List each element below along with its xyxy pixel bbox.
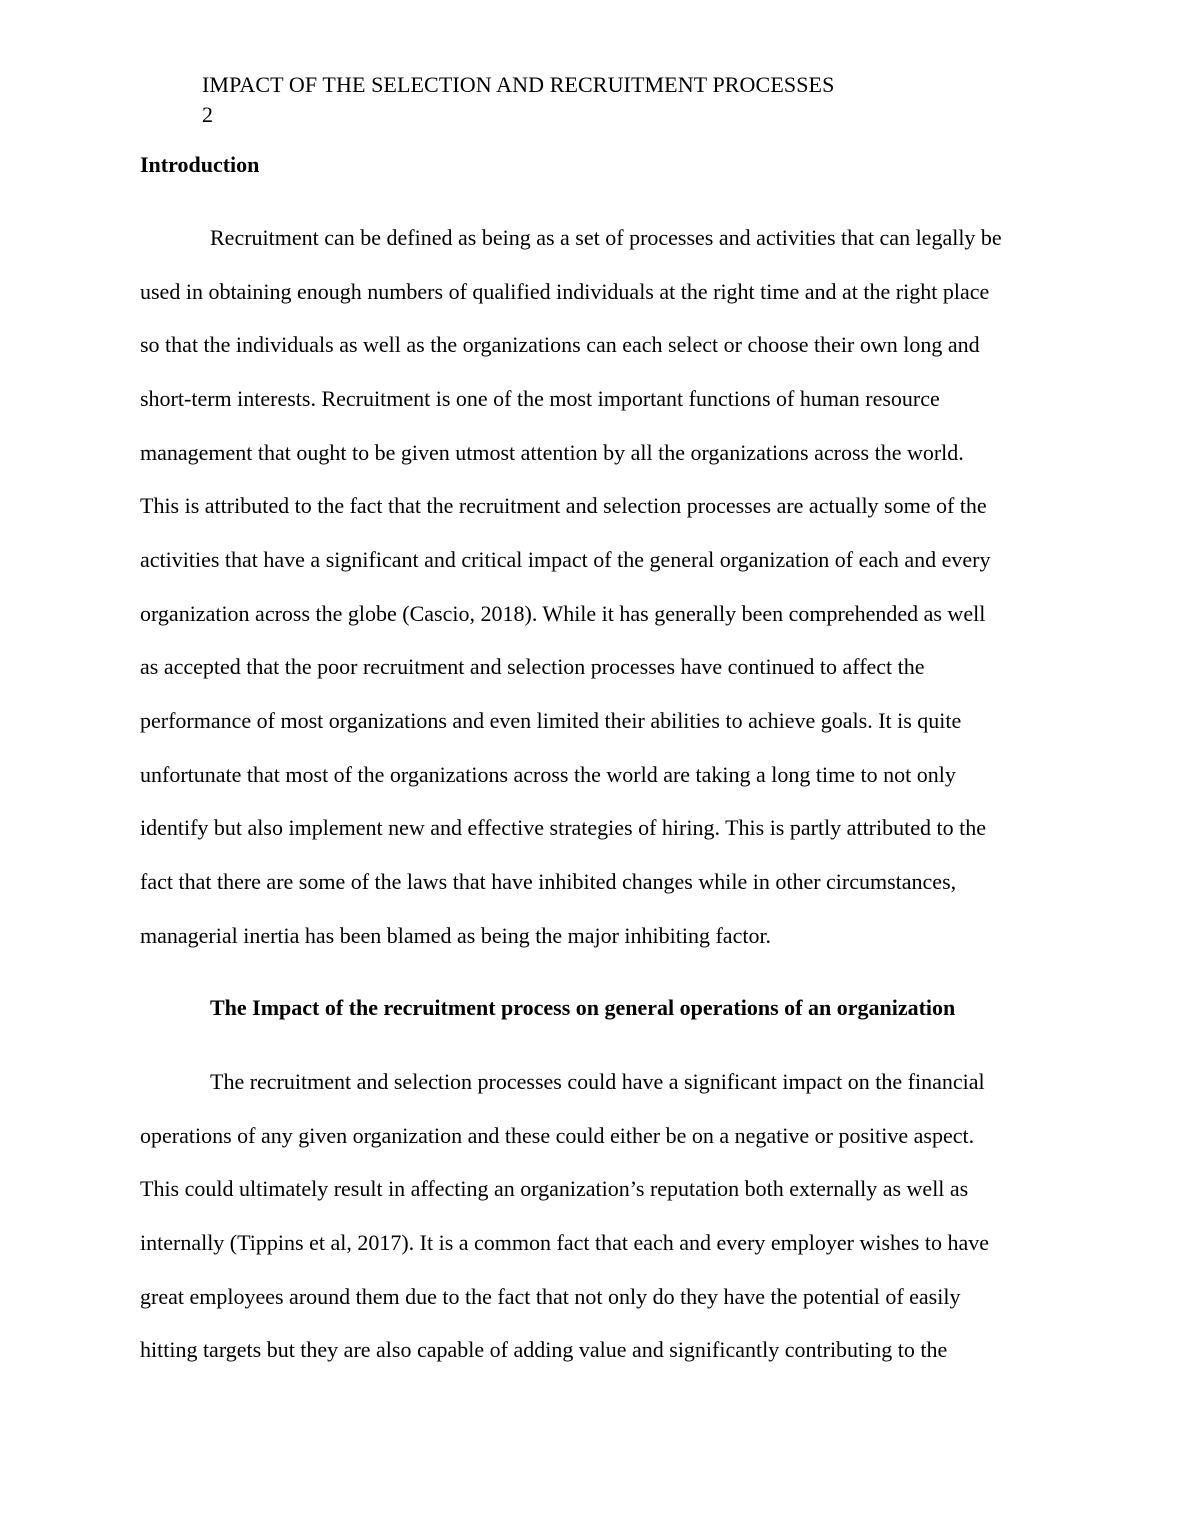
introduction-heading: Introduction [140, 152, 260, 177]
paragraph-line: operations of any given organization and these could either be on a negative or positive aspect. [140, 1123, 975, 1148]
paragraph-line: activities that have a significant and critical impact of the general organization of each and every [140, 547, 991, 572]
paragraph-line: The recruitment and selection processes could have a significant impact on the financial [210, 1069, 985, 1094]
paragraph-line: management that ought to be given utmost attention by all the organizations across the world. [140, 440, 964, 465]
paragraph-line: so that the individuals as well as the organizations can each select or choose their own long and [140, 332, 980, 357]
paragraph-line: managerial inertia has been blamed as being the major inhibiting factor. [140, 923, 772, 948]
paragraph-line: internally (Tippins et al, 2017). It is a common fact that each and every employer wishes to have [140, 1230, 990, 1255]
running-head-title: IMPACT OF THE SELECTION AND RECRUITMENT PROCESSES [202, 72, 835, 97]
paragraph-line: This could ultimately result in affecting an organization’s reputation both externally as well as [140, 1176, 969, 1201]
paragraph-line: fact that there are some of the laws that have inhibited changes while in other circumstances, [140, 869, 957, 894]
paragraph-line: used in obtaining enough numbers of qualified individuals at the right time and at the right place [140, 279, 990, 304]
paragraph-line: short-term interests. Recruitment is one of the most important functions of human resource [140, 386, 940, 411]
paragraph-line: hitting targets but they are also capable of adding value and significantly contributing to the [140, 1337, 948, 1362]
paragraph-line: unfortunate that most of the organizations across the world are taking a long time to not only [140, 762, 956, 787]
paragraph-line: great employees around them due to the fact that not only do they have the potential of easily [140, 1284, 961, 1309]
paragraph-line: performance of most organizations and even limited their abilities to achieve goals. It is quite [140, 708, 962, 733]
paragraph-line: Recruitment can be defined as being as a set of processes and activities that can legally be [210, 225, 1002, 250]
page-number: 2 [202, 102, 214, 127]
paragraph-line: as accepted that the poor recruitment and selection processes have continued to affect the [140, 654, 925, 679]
running-head [202, 70, 834, 130]
paragraph-line: This is attributed to the fact that the recruitment and selection processes are actually some of the [140, 493, 987, 518]
impact-section-heading: The Impact of the recruitment process on general operations of an organization [210, 995, 956, 1020]
paragraph-line: identify but also implement new and effective strategies of hiring. This is partly attributed to the [140, 815, 986, 840]
paragraph-line: organization across the globe (Cascio, 2018). While it has generally been comprehended as well [140, 601, 986, 626]
